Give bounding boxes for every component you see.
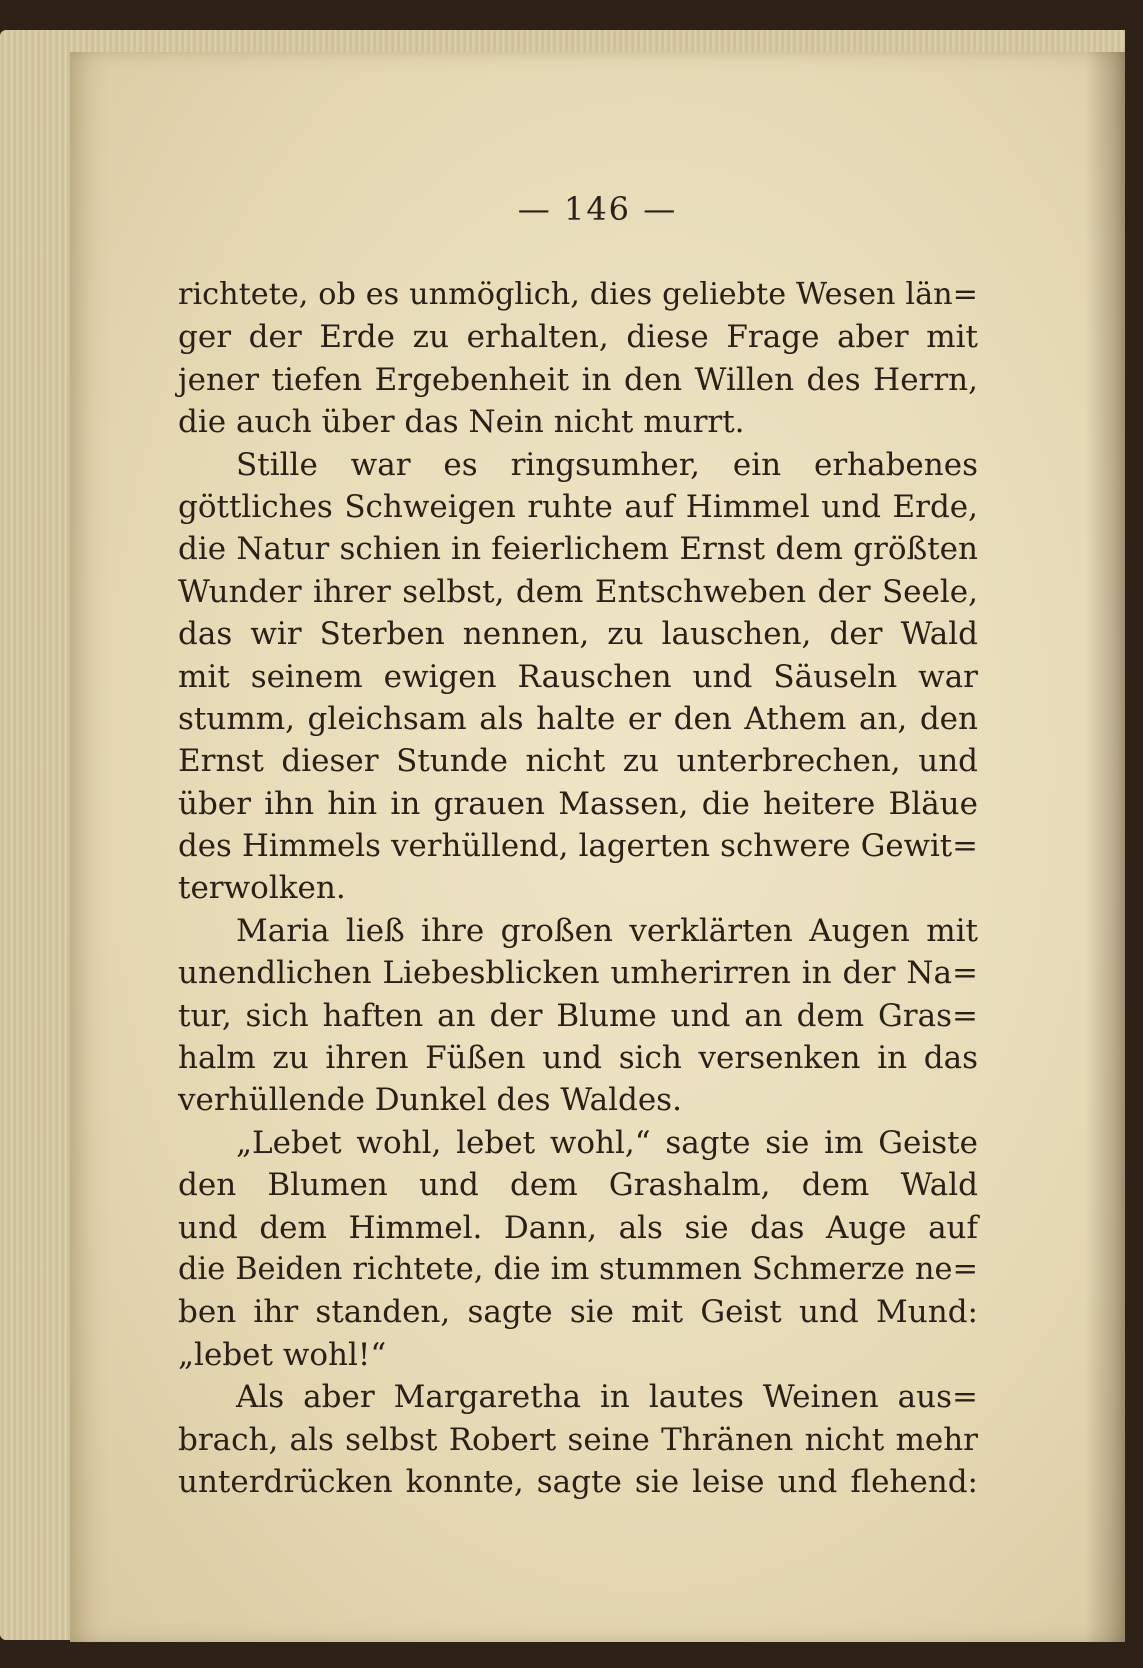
gutter-shadow — [1085, 52, 1125, 1642]
text-line: die Beiden richtete, die im stummen Schmerze ne= — [178, 1251, 978, 1287]
text-line: das wir Sterben nennen, zu lauschen, der Wald — [178, 616, 978, 653]
text-line: den Blumen und dem Grashalm, dem Wald — [178, 1167, 978, 1204]
text-line: Stille war es ringsumher, ein erhabenes — [236, 446, 978, 483]
book-page — [70, 52, 1125, 1642]
text-line: unendlichen Liebesblicken umherirren in der Na= — [178, 955, 978, 992]
body-text — [178, 274, 978, 1503]
text-line: jener tiefen Ergebenheit in den Willen des Herrn, — [178, 361, 978, 398]
text-line: Maria ließ ihre großen verklärten Augen mit — [236, 912, 978, 949]
text-line: über ihn hin in grauen Massen, die heitere Bläue — [178, 785, 978, 822]
text-line: des Himmels verhüllend, lagerten schwere Gewit= — [178, 828, 978, 865]
text-line: unterdrücken konnte, sagte sie leise und flehend: — [178, 1463, 978, 1500]
text-line: richtete, ob es unmöglich, dies geliebte Wesen län= — [178, 277, 978, 312]
text-line: mit seinem ewigen Rauschen und Säuseln war — [178, 658, 978, 695]
text-line: brach, als selbst Robert seine Thränen nicht mehr — [178, 1421, 978, 1458]
text-line: die Natur schien in feierlichem Ernst dem größten — [178, 531, 978, 568]
text-line: stumm, gleichsam als halte er den Athem an, den — [178, 700, 978, 737]
text-line: ger der Erde zu erhalten, diese Frage aber mit — [178, 319, 978, 356]
text-line: verhüllende Dunkel des Waldes. — [178, 1082, 682, 1119]
text-line: Ernst dieser Stunde nicht zu unterbrechen, und — [178, 743, 978, 780]
text-line: „lebet wohl!“ — [178, 1336, 387, 1373]
text-line: Wunder ihrer selbst, dem Entschweben der Seele, — [178, 573, 978, 610]
text-line: und dem Himmel. Dann, als sie das Auge auf — [178, 1209, 978, 1246]
text-line: göttliches Schweigen ruhte auf Himmel und Erde, — [178, 488, 978, 525]
text-line: Als aber Margaretha in lautes Weinen aus= — [236, 1379, 978, 1416]
text-line: die auch über das Nein nicht murrt. — [178, 404, 745, 441]
text-line: „Lebet wohl, lebet wohl,“ sagte sie im Geiste — [236, 1124, 978, 1161]
text-line: halm zu ihren Füßen und sich versenken in das — [178, 1040, 978, 1077]
page-number: — 146 — — [517, 190, 678, 228]
text-line: terwolken. — [178, 870, 346, 907]
text-line: tur, sich haften an der Blume und an dem Gras= — [178, 997, 978, 1034]
text-line: ben ihr standen, sagte sie mit Geist und Mund: — [178, 1294, 978, 1331]
